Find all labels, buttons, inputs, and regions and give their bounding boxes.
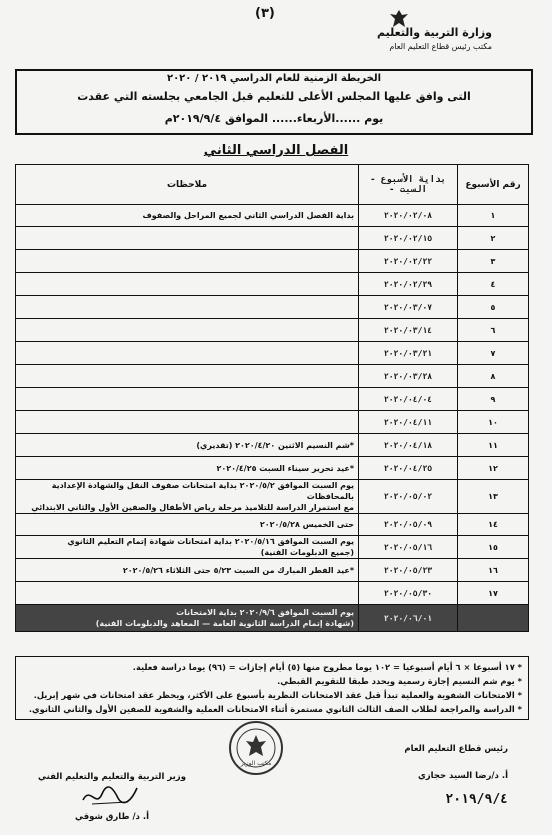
week-number: ١٠ — [458, 411, 529, 434]
week-notes — [16, 434, 359, 457]
week-number: ١٣ — [458, 480, 529, 514]
week-number: ٩ — [458, 388, 529, 411]
week-start-date: ٢٠٢٠/٠٦/٠١ — [359, 605, 458, 632]
ministry-logo — [377, 4, 492, 56]
week-number: ٢ — [458, 227, 529, 250]
week-start-date: ٢٠٢٠/٠٥/٢٣ — [359, 559, 458, 582]
page-number: (٣) — [255, 6, 275, 21]
note-line: (شهادة إتمام الدراسة الثانوية العامة — المعاهد والدبلومات الفنية) — [95, 619, 354, 628]
week-start-date: ٢٠٢٠/٠٣/٠٧ — [359, 296, 458, 319]
note-line: يوم السبت الموافق ٢٠٢٠/٩/٦ بداية الامتحانات — [176, 608, 354, 617]
footnote: * يوم شم النسيم إجازة رسمية ويحدد طبقا للتقويم القبطي. — [277, 676, 522, 686]
signer-name: أ. د/ طارق شوقي — [74, 812, 150, 822]
header-subtitle: التى وافق عليها المجلس الأعلى للتعليم قبل الجامعي بجلسته التي عقدت — [77, 90, 471, 103]
note-line: *شم النسيم الاثنين ٢٠٢٠/٤/٢٠ (تقديري) — [196, 440, 354, 450]
week-start-date: ٢٠٢٠/٠٣/٢٨ — [359, 365, 458, 388]
week-notes — [16, 273, 359, 296]
week-notes — [16, 296, 359, 319]
signature-date: ٢٠١٩/٩/٤ — [445, 792, 508, 807]
header-title: الخريطة الزمنية للعام الدراسي ٢٠١٩ / ٢٠٢٠ — [166, 73, 382, 84]
table-row — [16, 342, 529, 365]
week-start-date: ٢٠٢٠/٠٤/١١ — [359, 411, 458, 434]
table-row — [16, 273, 529, 296]
week-notes — [16, 342, 359, 365]
week-number: ٦ — [458, 319, 529, 342]
week-number: ٧ — [458, 342, 529, 365]
semester-title: الفصل الدراسي الثاني — [203, 143, 349, 158]
table-row — [16, 434, 529, 457]
week-start-date: ٢٠٢٠/٠٥/١٦ — [359, 536, 458, 559]
week-notes — [16, 319, 359, 342]
note-line: بداية الفصل الدراسي الثاني لجميع المراحل والصفوف — [142, 211, 354, 220]
footnote: * الامتحانات الشفوية والعملية تبدأ قبل عقد الامتحانات النظرية بأسبوع على الأكثر، ويحظر عقد امتحانات في شهر إبريل. — [33, 690, 522, 700]
week-notes — [16, 365, 359, 388]
footnote: * الدراسة والمراجعة لطلاب الصف الثالث الثانوي مستمرة أثناء الامتحانات العملية والشفوية للصفين الأول والثاني الثانوي. — [28, 704, 522, 714]
week-number: ٣ — [458, 250, 529, 273]
header-date-line: يوم ......الأربعاء...... الموافق ٢٠١٩/٩/٤م — [164, 112, 384, 125]
week-notes — [16, 205, 359, 227]
table-row — [16, 319, 529, 342]
signer-title: رئيس قطاع التعليم العام — [404, 744, 508, 754]
table-row — [16, 296, 529, 319]
week-notes — [16, 514, 359, 536]
footnote: * ١٧ أسبوعا × ٦ أيام أسبوعيا = ١٠٢ يوما مطروح منها (٥) أيام إجازات = (٩٦) يوما دراسة فعلية. — [132, 662, 522, 672]
signature-block-right — [404, 743, 508, 806]
week-start-date: ٢٠٢٠/٠٥/٠٢ — [359, 480, 458, 514]
week-notes — [16, 480, 359, 514]
note-line: مع استمرار الدراسة للتلاميذ مرحلة رياض الأطفال والصفين الأول والثاني الابتدائي — [31, 503, 354, 512]
week-start-date: ٢٠٢٠/٠٤/١٨ — [359, 434, 458, 457]
official-seal — [228, 720, 284, 776]
ministry-name: وزارة التربية والتعليم — [377, 26, 492, 39]
signer-title: وزير التربية والتعليم والتعليم الفني — [38, 772, 186, 782]
footnotes-box — [15, 656, 529, 720]
table-row — [16, 605, 529, 632]
week-number: ٤ — [458, 273, 529, 296]
week-number: ١٦ — [458, 559, 529, 582]
table-row — [16, 250, 529, 273]
week-notes — [16, 411, 359, 434]
week-start-date: ٢٠٢٠/٠٢/١٥ — [359, 227, 458, 250]
week-start-date: ٢٠٢٠/٠٤/٠٤ — [359, 388, 458, 411]
week-notes — [16, 250, 359, 273]
table-row — [16, 411, 529, 434]
week-notes — [16, 227, 359, 250]
header-box — [15, 69, 533, 135]
seal-text: مكتب الوزير — [240, 760, 272, 767]
note-line: يوم السبت الموافق ٢٠٢٠/٥/٢ بداية امتحانات صفوف النقل والشهادة الإعدادية بالمحافظات — [51, 481, 354, 501]
table-row — [16, 388, 529, 411]
week-notes — [16, 457, 359, 480]
week-start-date: ٢٠٢٠/٠٥/٠٩ — [359, 514, 458, 536]
week-number: ١١ — [458, 434, 529, 457]
week-start-date: ٢٠٢٠/٠٢/٢٩ — [359, 273, 458, 296]
table-row — [16, 365, 529, 388]
note-line: (جميع الدبلومات الفنية) — [260, 548, 354, 557]
col-date-header: بداية الأسبوع - السبت - — [359, 165, 458, 205]
handwritten-signature — [80, 782, 140, 810]
week-number: ٥ — [458, 296, 529, 319]
week-notes — [16, 536, 359, 559]
table-row — [16, 205, 529, 227]
table-row — [16, 480, 529, 514]
week-notes — [16, 559, 359, 582]
week-start-date: ٢٠٢٠/٠٤/٢٥ — [359, 457, 458, 480]
table-row — [16, 536, 529, 559]
note-line: حتى الخميس ٢٠٢٠/٥/٢٨ — [259, 520, 354, 529]
note-line: *عيد الفطر المبارك من السبت ٥/٢٣ حتى الثلاثاء ٢٠٢٠/٥/٢٦ — [122, 565, 354, 575]
week-number: ١٥ — [458, 536, 529, 559]
table-row — [16, 514, 529, 536]
week-start-date: ٢٠٢٠/٠٢/٢٢ — [359, 250, 458, 273]
week-notes — [16, 582, 359, 605]
ministry-office: مكتب رئيس قطاع التعليم العام — [389, 42, 492, 51]
week-start-date: ٢٠٢٠/٠٣/٢١ — [359, 342, 458, 365]
table-row — [16, 227, 529, 250]
week-number: ١ — [458, 205, 529, 227]
week-start-date: ٢٠٢٠/٠٥/٣٠ — [359, 582, 458, 605]
note-line: يوم السبت الموافق ٢٠٢٠/٥/١٦ بداية امتحانات شهادة إتمام التعليم الثانوي — [67, 537, 354, 546]
col-week-header: رقم الأسبوع — [458, 165, 529, 205]
week-start-date: ٢٠٢٠/٠٣/١٤ — [359, 319, 458, 342]
table-row — [16, 457, 529, 480]
week-number: ١٤ — [458, 514, 529, 536]
week-number: ١٧ — [458, 582, 529, 605]
week-start-date: ٢٠٢٠/٠٢/٠٨ — [359, 205, 458, 227]
week-number — [458, 605, 529, 632]
schedule-table — [15, 164, 529, 632]
table-row — [16, 582, 529, 605]
week-notes — [16, 605, 359, 632]
table-row — [16, 559, 529, 582]
signer-name: أ. د/رضا السيد حجازي — [417, 771, 508, 781]
week-number: ١٢ — [458, 457, 529, 480]
week-number: ٨ — [458, 365, 529, 388]
note-line: *عيد تحرير سيناء السبت ٢٠٢٠/٤/٢٥ — [216, 463, 354, 473]
week-notes — [16, 388, 359, 411]
col-notes-header: ملاحظات — [16, 165, 359, 205]
